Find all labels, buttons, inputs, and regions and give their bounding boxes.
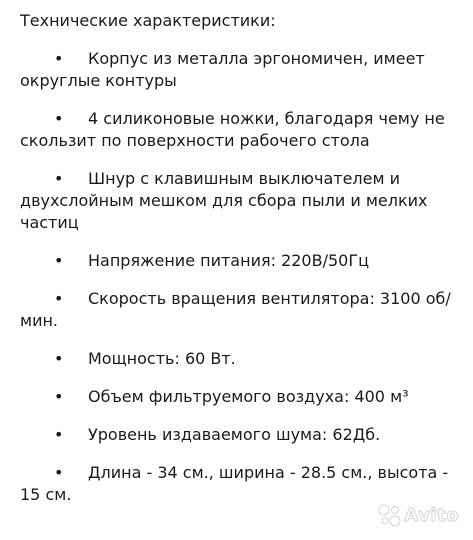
- bullet-icon: •: [54, 289, 64, 308]
- spec-item-text: Шнур с клавишным выключателем и двухслойным мешком для сбора пыли и мелких частиц: [20, 169, 428, 232]
- spec-item-text: Корпус из металла эргономичен, имеет округлые контуры: [20, 49, 425, 90]
- spec-item-noise: [20, 424, 460, 446]
- spec-item-text: Напряжение питания: 220В/50Гц: [88, 251, 369, 270]
- spec-item-air-volume: [20, 386, 460, 408]
- avito-watermark: [376, 502, 459, 528]
- spec-item-feet: [20, 108, 460, 152]
- bullet-icon: •: [54, 425, 64, 444]
- spec-item-fan-speed: [20, 288, 460, 332]
- spec-item-text: Объем фильтруемого воздуха: 400 м³: [88, 387, 409, 406]
- spec-item-text: Уровень издаваемого шума: 62Дб.: [88, 425, 381, 444]
- specifications-heading: Технические характеристики:: [20, 11, 276, 30]
- bullet-icon: •: [54, 463, 64, 482]
- spec-item-dimensions: [20, 462, 460, 506]
- specifications-list: [20, 48, 460, 506]
- bullet-icon: •: [54, 169, 64, 188]
- spec-item-text: Скорость вращения вентилятора: 3100 об/мин.: [20, 289, 451, 330]
- spec-item-voltage: [20, 250, 460, 272]
- spec-item-text: Мощность: 60 Вт.: [88, 349, 236, 368]
- spec-item-case: [20, 48, 460, 92]
- spec-item-text: Длина - 34 см., ширина - 28.5 см., высота - 15 см.: [20, 463, 449, 504]
- bullet-icon: •: [54, 349, 64, 368]
- avito-watermark-text: Avito: [404, 504, 459, 526]
- specifications-document: [20, 10, 460, 506]
- bullet-icon: •: [54, 251, 64, 270]
- bullet-icon: •: [54, 387, 64, 406]
- avito-logo-icon: [376, 502, 402, 528]
- spec-item-text: 4 силиконовые ножки, благодаря чему не скользит по поверхности рабочего стола: [20, 109, 445, 150]
- bullet-icon: •: [54, 109, 64, 128]
- spec-item-cord: [20, 168, 460, 234]
- bullet-icon: •: [54, 49, 64, 68]
- spec-item-power: [20, 348, 460, 370]
